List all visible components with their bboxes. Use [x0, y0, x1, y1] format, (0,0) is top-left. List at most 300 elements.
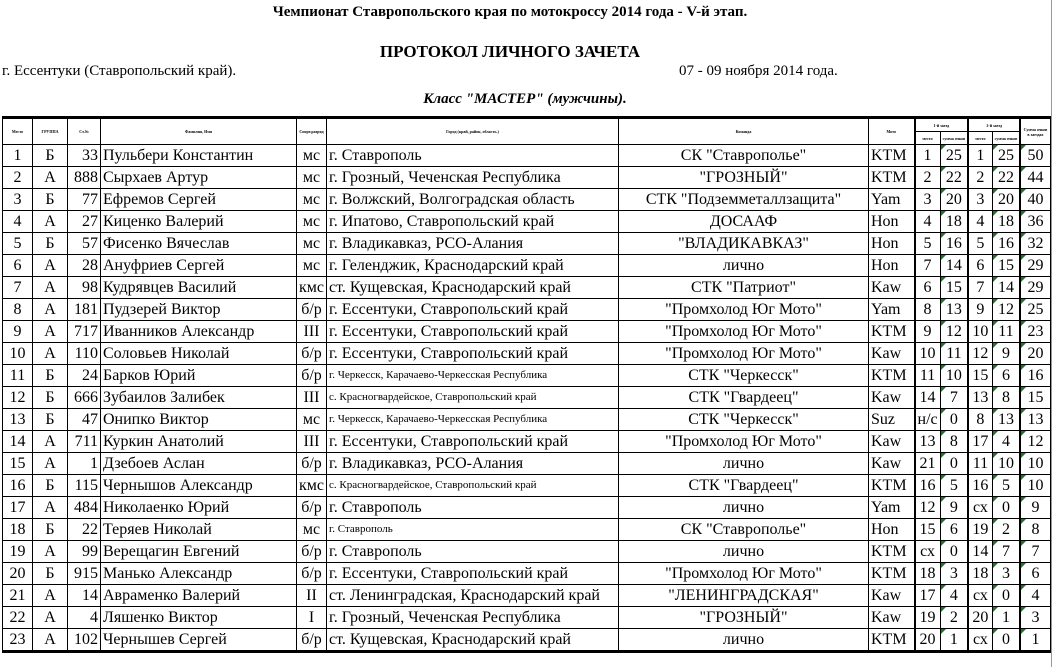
cell-name: Иванников Александр: [101, 321, 297, 343]
cell-group: А: [33, 541, 68, 563]
cell-rank: III: [297, 387, 327, 409]
cell-race2-points: 9: [992, 343, 1020, 365]
championship-title: Чемпионат Ставропольского края по мотокроссу 2014 года - V-й этап.: [272, 4, 748, 20]
cell-race2-points: 6: [992, 365, 1020, 387]
cell-team: СК "Ставрополье": [619, 519, 869, 541]
cell-race2-place: 1: [968, 145, 992, 167]
cell-race2-place: 2: [968, 167, 992, 189]
cell-race2-points: 3: [992, 563, 1020, 585]
cell-name: Николаенко Юрий: [101, 497, 297, 519]
cell-team: "Промхолод Юг Мото": [619, 563, 869, 585]
cell-group: А: [33, 277, 68, 299]
cell-race1-points: 6: [940, 519, 968, 541]
cell-city: г. Черкесск, Карачаево-Черкесская Республика: [327, 365, 619, 387]
cell-place: 12: [3, 387, 33, 409]
table-row: [3, 629, 1051, 652]
cell-race2-place: 10: [968, 321, 992, 343]
cell-name: Барков Юрий: [101, 365, 297, 387]
cell-race1-place: 17: [915, 585, 941, 607]
col-header-number: Ст.№: [68, 118, 101, 145]
cell-total: 12: [1020, 431, 1050, 453]
col-header-total: Сумма очков в заездах: [1020, 118, 1050, 145]
cell-race1-points: 20: [940, 189, 968, 211]
cell-place: 14: [3, 431, 33, 453]
cell-total: 32: [1020, 233, 1050, 255]
cell-team: "Промхолод Юг Мото": [619, 321, 869, 343]
cell-place: 2: [3, 167, 33, 189]
cell-race1-place: 9: [915, 321, 941, 343]
venue-text: г. Ессентуки (Ставропольский край).: [2, 63, 237, 79]
class-title: Класс "МАСТЕР" (мужчины).: [423, 91, 627, 107]
cell-race1-points: 0: [940, 541, 968, 563]
cell-group: Б: [33, 145, 68, 167]
cell-race2-points: 15: [992, 255, 1020, 277]
cell-race1-place: 13: [915, 431, 941, 453]
cell-place: 23: [3, 629, 33, 652]
cell-city: с. Красногвардейское, Ставропольский край: [327, 387, 619, 409]
cell-rank: б/р: [297, 629, 327, 652]
cell-race2-points: 7: [992, 541, 1020, 563]
cell-race2-points: 0: [992, 585, 1020, 607]
table-row: [3, 475, 1051, 497]
col-header-race2-points: сумма очков: [992, 132, 1020, 145]
cell-total: 13: [1020, 409, 1050, 431]
cell-race2-place: 7: [968, 277, 992, 299]
cell-group: Б: [33, 519, 68, 541]
cell-group: Б: [33, 409, 68, 431]
cell-moto: KTM: [869, 167, 915, 189]
cell-name: Авраменко Валерий: [101, 585, 297, 607]
cell-race1-place: 4: [915, 211, 941, 233]
cell-team: СТК "Черкесск": [619, 365, 869, 387]
cell-race1-place: сх: [915, 541, 941, 563]
cell-race2-place: 20: [968, 607, 992, 629]
results-table: [2, 116, 1051, 653]
cell-group: А: [33, 497, 68, 519]
cell-rank: б/р: [297, 365, 327, 387]
cell-number: 22: [68, 519, 101, 541]
cell-race2-points: 11: [992, 321, 1020, 343]
cell-rank: III: [297, 431, 327, 453]
cell-race2-place: 3: [968, 189, 992, 211]
cell-place: 7: [3, 277, 33, 299]
cell-name: Соловьев Николай: [101, 343, 297, 365]
col-header-race1-points: сумма очков: [940, 132, 968, 145]
cell-moto: KTM: [869, 321, 915, 343]
cell-rank: б/р: [297, 541, 327, 563]
col-header-team: Команда: [619, 118, 869, 145]
date-text: 07 - 09 ноября 2014 года.: [679, 63, 838, 79]
cell-race1-points: 15: [940, 277, 968, 299]
cell-group: А: [33, 255, 68, 277]
cell-total: 23: [1020, 321, 1050, 343]
cell-group: А: [33, 629, 68, 652]
cell-group: А: [33, 607, 68, 629]
cell-race2-points: 0: [992, 629, 1020, 652]
cell-race1-place: 15: [915, 519, 941, 541]
col-header-rank: Спорт.разряд: [297, 118, 327, 145]
cell-place: 4: [3, 211, 33, 233]
cell-rank: мс: [297, 233, 327, 255]
cell-race2-points: 12: [992, 299, 1020, 321]
cell-total: 10: [1020, 475, 1050, 497]
cell-moto: Yam: [869, 189, 915, 211]
cell-rank: б/р: [297, 299, 327, 321]
table-row: [3, 277, 1051, 299]
col-header-group: ГРУППА: [33, 118, 68, 145]
cell-total: 25: [1020, 299, 1050, 321]
cell-rank: б/р: [297, 497, 327, 519]
cell-race1-place: 21: [915, 453, 941, 475]
cell-rank: мс: [297, 409, 327, 431]
cell-race1-points: 8: [940, 431, 968, 453]
cell-race1-points: 1: [940, 629, 968, 652]
cell-race2-points: 22: [992, 167, 1020, 189]
page-edge: [1051, 0, 1052, 667]
cell-moto: Hon: [869, 519, 915, 541]
cell-race2-place: 8: [968, 409, 992, 431]
cell-city: г. Владикавказ, РСО-Алания: [327, 233, 619, 255]
cell-team: СТК "Черкесск": [619, 409, 869, 431]
cell-race2-points: 1: [992, 607, 1020, 629]
table-row: [3, 409, 1051, 431]
cell-rank: мс: [297, 167, 327, 189]
cell-race2-points: 10: [992, 453, 1020, 475]
cell-number: 110: [68, 343, 101, 365]
cell-place: 18: [3, 519, 33, 541]
cell-number: 666: [68, 387, 101, 409]
table-row: [3, 211, 1051, 233]
cell-city: г. Ессентуки, Ставропольский край: [327, 431, 619, 453]
cell-race1-points: 14: [940, 255, 968, 277]
cell-place: 1: [3, 145, 33, 167]
cell-rank: кмс: [297, 277, 327, 299]
cell-team: лично: [619, 629, 869, 652]
cell-race2-place: 16: [968, 475, 992, 497]
cell-moto: Kaw: [869, 277, 915, 299]
cell-city: с. Красногвардейское, Ставропольский край: [327, 475, 619, 497]
cell-team: лично: [619, 453, 869, 475]
cell-total: 1: [1020, 629, 1050, 652]
cell-team: "Промхолод Юг Мото": [619, 299, 869, 321]
cell-group: А: [33, 431, 68, 453]
cell-city: г. Волжский, Волгоградская область: [327, 189, 619, 211]
cell-number: 888: [68, 167, 101, 189]
cell-rank: б/р: [297, 563, 327, 585]
table-row: [3, 233, 1051, 255]
cell-rank: мс: [297, 211, 327, 233]
cell-race1-place: 12: [915, 497, 941, 519]
cell-city: г. Ставрополь: [327, 541, 619, 563]
cell-city: г. Геленджик, Краснодарский край: [327, 255, 619, 277]
col-header-race1: 1-й заезд: [915, 118, 969, 132]
cell-number: 77: [68, 189, 101, 211]
cell-team: лично: [619, 497, 869, 519]
cell-team: СТК "Гвардеец": [619, 387, 869, 409]
cell-race1-place: 10: [915, 343, 941, 365]
cell-name: Манько Александр: [101, 563, 297, 585]
cell-number: 99: [68, 541, 101, 563]
cell-race2-points: 16: [992, 233, 1020, 255]
table-row: [3, 167, 1051, 189]
cell-number: 57: [68, 233, 101, 255]
cell-race1-place: 8: [915, 299, 941, 321]
cell-race2-points: 5: [992, 475, 1020, 497]
cell-race2-place: 15: [968, 365, 992, 387]
cell-race1-points: 10: [940, 365, 968, 387]
cell-group: Б: [33, 563, 68, 585]
cell-moto: Hon: [869, 255, 915, 277]
cell-moto: KTM: [869, 541, 915, 563]
cell-place: 15: [3, 453, 33, 475]
cell-moto: Kaw: [869, 343, 915, 365]
cell-team: СК "Ставрополье": [619, 145, 869, 167]
cell-team: ДОСААФ: [619, 211, 869, 233]
cell-moto: KTM: [869, 563, 915, 585]
table-row: [3, 343, 1051, 365]
cell-city: г. Ессентуки, Ставропольский край: [327, 299, 619, 321]
cell-race2-place: сх: [968, 629, 992, 652]
cell-moto: KTM: [869, 365, 915, 387]
cell-race1-place: 2: [915, 167, 941, 189]
cell-number: 717: [68, 321, 101, 343]
cell-race1-points: 25: [940, 145, 968, 167]
cell-race2-place: 4: [968, 211, 992, 233]
cell-name: Дзебоев Аслан: [101, 453, 297, 475]
cell-total: 4: [1020, 585, 1050, 607]
cell-name: Кудрявцев Василий: [101, 277, 297, 299]
cell-race2-place: 14: [968, 541, 992, 563]
cell-place: 16: [3, 475, 33, 497]
cell-race2-place: 12: [968, 343, 992, 365]
cell-rank: мс: [297, 145, 327, 167]
cell-place: 17: [3, 497, 33, 519]
cell-team: "Промхолод Юг Мото": [619, 431, 869, 453]
col-header-place: Место: [3, 118, 33, 145]
table-row: [3, 497, 1051, 519]
cell-total: 9: [1020, 497, 1050, 519]
cell-race2-place: 19: [968, 519, 992, 541]
table-row: [3, 607, 1051, 629]
cell-group: Б: [33, 387, 68, 409]
cell-race1-points: 0: [940, 453, 968, 475]
cell-number: 484: [68, 497, 101, 519]
cell-team: "ВЛАДИКАВКАЗ": [619, 233, 869, 255]
cell-city: г. Ставрополь: [327, 145, 619, 167]
cell-name: Ляшенко Виктор: [101, 607, 297, 629]
cell-rank: мс: [297, 255, 327, 277]
cell-moto: KTM: [869, 475, 915, 497]
cell-race2-place: 18: [968, 563, 992, 585]
cell-group: А: [33, 321, 68, 343]
cell-total: 40: [1020, 189, 1050, 211]
cell-rank: кмс: [297, 475, 327, 497]
table-row: [3, 519, 1051, 541]
cell-race2-place: сх: [968, 585, 992, 607]
cell-rank: III: [297, 321, 327, 343]
cell-race2-place: 17: [968, 431, 992, 453]
cell-race2-place: 9: [968, 299, 992, 321]
cell-city: г. Грозный, Чеченская Республика: [327, 607, 619, 629]
cell-team: "Промхолод Юг Мото": [619, 343, 869, 365]
cell-race1-place: 5: [915, 233, 941, 255]
cell-city: г. Ессентуки, Ставропольский край: [327, 343, 619, 365]
cell-number: 915: [68, 563, 101, 585]
cell-name: Сырхаев Артур: [101, 167, 297, 189]
cell-city: г. Ессентуки, Ставропольский край: [327, 563, 619, 585]
cell-name: Пульбери Константин: [101, 145, 297, 167]
cell-group: А: [33, 343, 68, 365]
cell-name: Фисенко Вячеслав: [101, 233, 297, 255]
cell-team: СТК "Патриот": [619, 277, 869, 299]
cell-race1-points: 0: [940, 409, 968, 431]
cell-total: 29: [1020, 255, 1050, 277]
cell-group: А: [33, 167, 68, 189]
cell-group: Б: [33, 475, 68, 497]
table-row: [3, 365, 1051, 387]
cell-race2-points: 14: [992, 277, 1020, 299]
cell-rank: б/р: [297, 343, 327, 365]
cell-team: лично: [619, 255, 869, 277]
cell-team: лично: [619, 541, 869, 563]
cell-race1-place: 16: [915, 475, 941, 497]
cell-moto: Kaw: [869, 607, 915, 629]
cell-place: 21: [3, 585, 33, 607]
cell-team: СТК "Гвардеец": [619, 475, 869, 497]
col-header-race2-place: место: [968, 132, 992, 145]
table-row: [3, 321, 1051, 343]
cell-moto: Kaw: [869, 431, 915, 453]
cell-rank: б/р: [297, 453, 327, 475]
cell-place: 5: [3, 233, 33, 255]
table-row: [3, 255, 1051, 277]
cell-total: 7: [1020, 541, 1050, 563]
cell-race1-points: 18: [940, 211, 968, 233]
cell-race1-points: 9: [940, 497, 968, 519]
cell-total: 50: [1020, 145, 1050, 167]
cell-city: г. Ставрополь: [327, 519, 619, 541]
col-header-name: Фамилия, Имя: [101, 118, 297, 145]
table-header-row: [3, 118, 1051, 132]
cell-race1-place: 1: [915, 145, 941, 167]
cell-name: Теряев Николай: [101, 519, 297, 541]
table-row: [3, 563, 1051, 585]
cell-race1-points: 12: [940, 321, 968, 343]
cell-name: Верещагин Евгений: [101, 541, 297, 563]
cell-total: 36: [1020, 211, 1050, 233]
cell-moto: Kaw: [869, 453, 915, 475]
cell-moto: KTM: [869, 145, 915, 167]
cell-name: Чернышов Александр: [101, 475, 297, 497]
cell-name: Киценко Валерий: [101, 211, 297, 233]
cell-number: 181: [68, 299, 101, 321]
cell-race1-points: 5: [940, 475, 968, 497]
cell-race1-points: 13: [940, 299, 968, 321]
cell-place: 10: [3, 343, 33, 365]
cell-total: 20: [1020, 343, 1050, 365]
cell-number: 711: [68, 431, 101, 453]
col-header-city: Город (край, район, область.): [327, 118, 619, 145]
cell-place: 9: [3, 321, 33, 343]
cell-group: А: [33, 585, 68, 607]
cell-team: "ГРОЗНЫЙ": [619, 607, 869, 629]
table-row: [3, 189, 1051, 211]
cell-place: 13: [3, 409, 33, 431]
cell-name: Пудзерей Виктор: [101, 299, 297, 321]
cell-race1-place: 3: [915, 189, 941, 211]
cell-number: 33: [68, 145, 101, 167]
cell-rank: мс: [297, 189, 327, 211]
cell-race2-points: 4: [992, 431, 1020, 453]
cell-race2-points: 2: [992, 519, 1020, 541]
cell-number: 4: [68, 607, 101, 629]
cell-city: г. Черкесск, Карачаево-Черкесская Республика: [327, 409, 619, 431]
cell-number: 98: [68, 277, 101, 299]
col-header-race1-place: место: [915, 132, 941, 145]
cell-number: 47: [68, 409, 101, 431]
cell-group: Б: [33, 233, 68, 255]
cell-group: Б: [33, 189, 68, 211]
cell-race1-points: 11: [940, 343, 968, 365]
cell-total: 16: [1020, 365, 1050, 387]
table-row: [3, 585, 1051, 607]
cell-city: г. Ипатово, Ставропольский край: [327, 211, 619, 233]
cell-rank: мс: [297, 519, 327, 541]
cell-race2-place: 6: [968, 255, 992, 277]
cell-race1-place: 7: [915, 255, 941, 277]
cell-name: Куркин Анатолий: [101, 431, 297, 453]
cell-moto: Yam: [869, 497, 915, 519]
cell-race2-place: 5: [968, 233, 992, 255]
cell-race1-points: 16: [940, 233, 968, 255]
cell-place: 8: [3, 299, 33, 321]
cell-place: 6: [3, 255, 33, 277]
cell-race1-points: 22: [940, 167, 968, 189]
col-header-race2: 2-й заезд: [968, 118, 1020, 132]
cell-city: г. Владикавказ, РСО-Алания: [327, 453, 619, 475]
cell-race1-place: 18: [915, 563, 941, 585]
cell-race2-points: 0: [992, 497, 1020, 519]
cell-race1-place: 11: [915, 365, 941, 387]
cell-place: 20: [3, 563, 33, 585]
cell-race1-place: н/с: [915, 409, 941, 431]
cell-number: 102: [68, 629, 101, 652]
cell-city: ст. Кущевская, Краснодарский край: [327, 629, 619, 652]
table-row: [3, 145, 1051, 167]
table-row: [3, 299, 1051, 321]
cell-total: 3: [1020, 607, 1050, 629]
cell-race2-place: сх: [968, 497, 992, 519]
cell-city: ст. Ленинградская, Краснодарский край: [327, 585, 619, 607]
cell-place: 3: [3, 189, 33, 211]
cell-moto: Hon: [869, 211, 915, 233]
cell-race2-place: 11: [968, 453, 992, 475]
cell-total: 44: [1020, 167, 1050, 189]
cell-team: "ЛЕНИНГРАДСКАЯ": [619, 585, 869, 607]
cell-number: 115: [68, 475, 101, 497]
results-body: [3, 145, 1051, 652]
cell-total: 29: [1020, 277, 1050, 299]
cell-total: 6: [1020, 563, 1050, 585]
cell-race1-points: 4: [940, 585, 968, 607]
cell-number: 28: [68, 255, 101, 277]
cell-race2-place: 13: [968, 387, 992, 409]
cell-race1-place: 20: [915, 629, 941, 652]
cell-moto: Suz: [869, 409, 915, 431]
table-row: [3, 387, 1051, 409]
cell-team: "ГРОЗНЫЙ": [619, 167, 869, 189]
cell-place: 11: [3, 365, 33, 387]
